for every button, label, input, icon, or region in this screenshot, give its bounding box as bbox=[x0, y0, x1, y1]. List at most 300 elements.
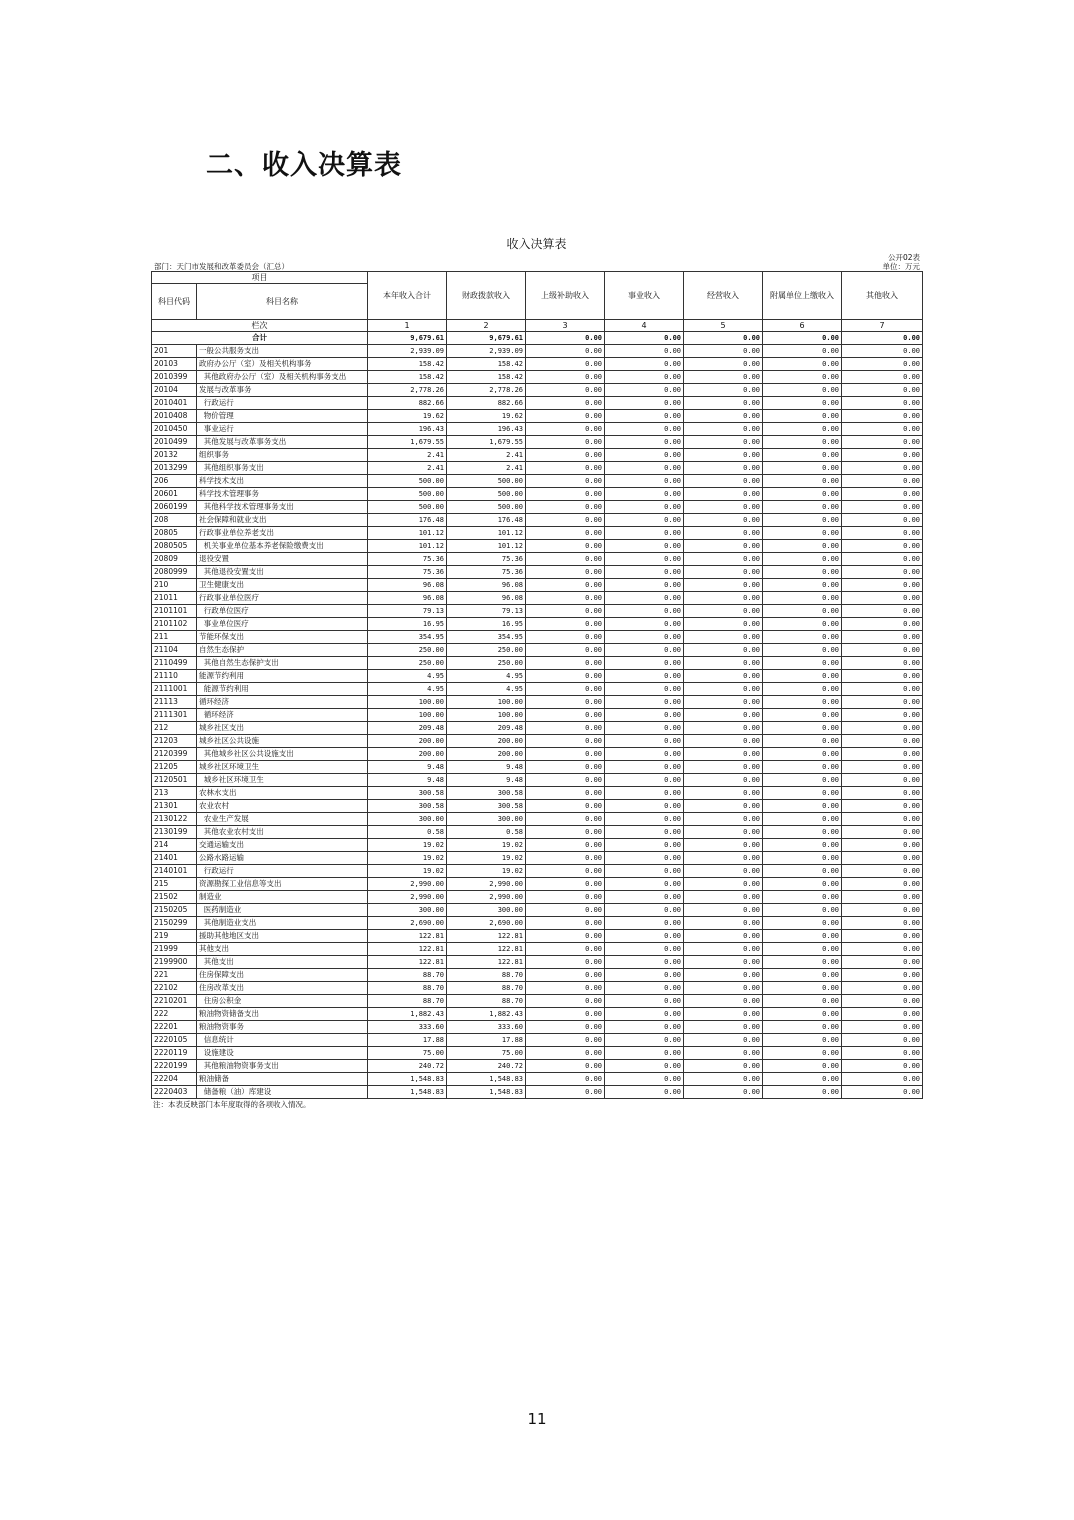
table-row bbox=[152, 462, 923, 475]
table-row bbox=[152, 475, 923, 488]
row-total-income: 333.60 bbox=[368, 1021, 447, 1034]
row-other-income: 0.00 bbox=[842, 1060, 923, 1073]
row-total-income: 9.48 bbox=[368, 774, 447, 787]
row-affiliate-income: 0.00 bbox=[763, 410, 842, 423]
row-superior-subsidy: 0.00 bbox=[526, 566, 605, 579]
sheet-meta bbox=[151, 262, 922, 271]
row-total-income: 19.62 bbox=[368, 410, 447, 423]
row-fiscal-income: 250.00 bbox=[447, 644, 526, 657]
row-name: 事业运行 bbox=[197, 423, 368, 436]
row-fiscal-income: 9.48 bbox=[447, 761, 526, 774]
row-affiliate-income: 0.00 bbox=[763, 748, 842, 761]
table-row bbox=[152, 618, 923, 631]
row-operating-income: 0.00 bbox=[684, 930, 763, 943]
row-name: 机关事业单位基本养老保险缴费支出 bbox=[197, 540, 368, 553]
row-operating-income: 0.00 bbox=[684, 566, 763, 579]
row-code: 2110499 bbox=[152, 657, 197, 670]
row-affiliate-income: 0.00 bbox=[763, 826, 842, 839]
row-fiscal-income: 88.70 bbox=[447, 995, 526, 1008]
row-other-income: 0.00 bbox=[842, 358, 923, 371]
table-row bbox=[152, 644, 923, 657]
row-affiliate-income: 0.00 bbox=[763, 644, 842, 657]
row-business-income: 0.00 bbox=[605, 878, 684, 891]
row-business-income: 0.00 bbox=[605, 475, 684, 488]
row-affiliate-income: 0.00 bbox=[763, 878, 842, 891]
row-code: 2220105 bbox=[152, 1034, 197, 1047]
row-total-income: 2,778.26 bbox=[368, 384, 447, 397]
row-business-income: 0.00 bbox=[605, 488, 684, 501]
table-row bbox=[152, 917, 923, 930]
row-total-income: 122.81 bbox=[368, 930, 447, 943]
table-row bbox=[152, 995, 923, 1008]
row-fiscal-income: 500.00 bbox=[447, 488, 526, 501]
table-row bbox=[152, 371, 923, 384]
row-code: 21301 bbox=[152, 800, 197, 813]
row-other-income: 0.00 bbox=[842, 956, 923, 969]
row-code: 2010401 bbox=[152, 397, 197, 410]
row-affiliate-income: 0.00 bbox=[763, 852, 842, 865]
row-total-income: 500.00 bbox=[368, 488, 447, 501]
row-operating-income: 0.00 bbox=[684, 943, 763, 956]
row-code: 21401 bbox=[152, 852, 197, 865]
row-superior-subsidy: 0.00 bbox=[526, 722, 605, 735]
row-name: 一般公共服务支出 bbox=[197, 345, 368, 358]
row-other-income: 0.00 bbox=[842, 1021, 923, 1034]
table-row bbox=[152, 943, 923, 956]
row-code: 201 bbox=[152, 345, 197, 358]
row-superior-subsidy: 0.00 bbox=[526, 969, 605, 982]
row-other-income: 0.00 bbox=[842, 995, 923, 1008]
row-code: 2140101 bbox=[152, 865, 197, 878]
row-code: 21205 bbox=[152, 761, 197, 774]
row-code: 215 bbox=[152, 878, 197, 891]
table-row bbox=[152, 696, 923, 709]
table-row bbox=[152, 657, 923, 670]
row-affiliate-income: 0.00 bbox=[763, 761, 842, 774]
row-total-income: 19.02 bbox=[368, 865, 447, 878]
row-code: 22201 bbox=[152, 1021, 197, 1034]
row-code: 21104 bbox=[152, 644, 197, 657]
header-item: 项目 bbox=[152, 272, 368, 284]
row-affiliate-income: 0.00 bbox=[763, 904, 842, 917]
row-business-income: 0.00 bbox=[605, 735, 684, 748]
income-statement-sheet bbox=[151, 235, 922, 1111]
row-fiscal-income: 88.70 bbox=[447, 969, 526, 982]
row-name: 住房改革支出 bbox=[197, 982, 368, 995]
row-name: 其他科学技术管理事务支出 bbox=[197, 501, 368, 514]
header-col-5: 经营收入 bbox=[684, 272, 763, 320]
table-row bbox=[152, 449, 923, 462]
row-fiscal-income: 0.58 bbox=[447, 826, 526, 839]
table-row bbox=[152, 683, 923, 696]
row-name: 住房保障支出 bbox=[197, 969, 368, 982]
row-operating-income: 0.00 bbox=[684, 813, 763, 826]
row-code: 22102 bbox=[152, 982, 197, 995]
table-row bbox=[152, 865, 923, 878]
row-other-income: 0.00 bbox=[842, 436, 923, 449]
row-superior-subsidy: 0.00 bbox=[526, 748, 605, 761]
row-code: 20132 bbox=[152, 449, 197, 462]
row-superior-subsidy: 0.00 bbox=[526, 397, 605, 410]
row-total-income: 4.95 bbox=[368, 683, 447, 696]
table-row bbox=[152, 631, 923, 644]
row-code: 21203 bbox=[152, 735, 197, 748]
row-fiscal-income: 500.00 bbox=[447, 475, 526, 488]
row-affiliate-income: 0.00 bbox=[763, 488, 842, 501]
row-affiliate-income: 0.00 bbox=[763, 1086, 842, 1099]
row-code: 2199900 bbox=[152, 956, 197, 969]
row-affiliate-income: 0.00 bbox=[763, 579, 842, 592]
total-value-2: 9,679.61 bbox=[447, 332, 526, 345]
row-code: 219 bbox=[152, 930, 197, 943]
row-other-income: 0.00 bbox=[842, 410, 923, 423]
row-operating-income: 0.00 bbox=[684, 514, 763, 527]
row-total-income: 16.95 bbox=[368, 618, 447, 631]
row-name: 科学技术管理事务 bbox=[197, 488, 368, 501]
row-fiscal-income: 19.02 bbox=[447, 839, 526, 852]
row-superior-subsidy: 0.00 bbox=[526, 1034, 605, 1047]
row-name: 其他支出 bbox=[197, 956, 368, 969]
row-operating-income: 0.00 bbox=[684, 1060, 763, 1073]
row-affiliate-income: 0.00 bbox=[763, 722, 842, 735]
row-superior-subsidy: 0.00 bbox=[526, 982, 605, 995]
row-other-income: 0.00 bbox=[842, 748, 923, 761]
row-name: 城乡社区环境卫生 bbox=[197, 761, 368, 774]
row-business-income: 0.00 bbox=[605, 904, 684, 917]
row-fiscal-income: 122.81 bbox=[447, 956, 526, 969]
row-superior-subsidy: 0.00 bbox=[526, 579, 605, 592]
table-row bbox=[152, 566, 923, 579]
row-affiliate-income: 0.00 bbox=[763, 683, 842, 696]
row-other-income: 0.00 bbox=[842, 774, 923, 787]
table-row bbox=[152, 501, 923, 514]
table-row bbox=[152, 774, 923, 787]
row-other-income: 0.00 bbox=[842, 1034, 923, 1047]
row-code: 2010399 bbox=[152, 371, 197, 384]
row-business-income: 0.00 bbox=[605, 696, 684, 709]
row-business-income: 0.00 bbox=[605, 657, 684, 670]
row-name: 交通运输支出 bbox=[197, 839, 368, 852]
row-other-income: 0.00 bbox=[842, 891, 923, 904]
row-affiliate-income: 0.00 bbox=[763, 865, 842, 878]
row-superior-subsidy: 0.00 bbox=[526, 527, 605, 540]
row-total-income: 158.42 bbox=[368, 358, 447, 371]
row-other-income: 0.00 bbox=[842, 345, 923, 358]
row-operating-income: 0.00 bbox=[684, 904, 763, 917]
table-row bbox=[152, 709, 923, 722]
table-row bbox=[152, 839, 923, 852]
table-row bbox=[152, 904, 923, 917]
table-row bbox=[152, 826, 923, 839]
row-fiscal-income: 100.00 bbox=[447, 709, 526, 722]
row-name: 农业农村 bbox=[197, 800, 368, 813]
row-other-income: 0.00 bbox=[842, 488, 923, 501]
row-name: 节能环保支出 bbox=[197, 631, 368, 644]
row-business-income: 0.00 bbox=[605, 384, 684, 397]
row-business-income: 0.00 bbox=[605, 852, 684, 865]
row-affiliate-income: 0.00 bbox=[763, 1021, 842, 1034]
table-row bbox=[152, 722, 923, 735]
row-code: 21113 bbox=[152, 696, 197, 709]
page-heading: 二、收入决算表 bbox=[206, 150, 402, 181]
row-name: 其他退役安置支出 bbox=[197, 566, 368, 579]
row-operating-income: 0.00 bbox=[684, 1086, 763, 1099]
row-total-income: 1,548.83 bbox=[368, 1073, 447, 1086]
row-superior-subsidy: 0.00 bbox=[526, 657, 605, 670]
row-operating-income: 0.00 bbox=[684, 748, 763, 761]
row-name: 能源节约利用 bbox=[197, 670, 368, 683]
row-affiliate-income: 0.00 bbox=[763, 462, 842, 475]
row-code: 214 bbox=[152, 839, 197, 852]
row-code: 2120501 bbox=[152, 774, 197, 787]
row-total-income: 88.70 bbox=[368, 982, 447, 995]
row-name: 住房公积金 bbox=[197, 995, 368, 1008]
row-operating-income: 0.00 bbox=[684, 644, 763, 657]
row-fiscal-income: 16.95 bbox=[447, 618, 526, 631]
row-business-income: 0.00 bbox=[605, 774, 684, 787]
row-superior-subsidy: 0.00 bbox=[526, 423, 605, 436]
row-code: 20103 bbox=[152, 358, 197, 371]
row-operating-income: 0.00 bbox=[684, 488, 763, 501]
row-superior-subsidy: 0.00 bbox=[526, 761, 605, 774]
row-superior-subsidy: 0.00 bbox=[526, 891, 605, 904]
row-affiliate-income: 0.00 bbox=[763, 917, 842, 930]
table-row bbox=[152, 410, 923, 423]
row-affiliate-income: 0.00 bbox=[763, 774, 842, 787]
row-superior-subsidy: 0.00 bbox=[526, 813, 605, 826]
row-other-income: 0.00 bbox=[842, 644, 923, 657]
total-label: 合计 bbox=[152, 332, 368, 345]
row-code: 21110 bbox=[152, 670, 197, 683]
row-business-income: 0.00 bbox=[605, 1060, 684, 1073]
row-affiliate-income: 0.00 bbox=[763, 527, 842, 540]
row-operating-income: 0.00 bbox=[684, 449, 763, 462]
row-superior-subsidy: 0.00 bbox=[526, 475, 605, 488]
row-code: 212 bbox=[152, 722, 197, 735]
table-row bbox=[152, 1060, 923, 1073]
row-affiliate-income: 0.00 bbox=[763, 345, 842, 358]
row-name: 自然生态保护 bbox=[197, 644, 368, 657]
row-superior-subsidy: 0.00 bbox=[526, 540, 605, 553]
row-superior-subsidy: 0.00 bbox=[526, 1086, 605, 1099]
row-business-income: 0.00 bbox=[605, 995, 684, 1008]
header-col-1: 本年收入合计 bbox=[368, 272, 447, 320]
row-superior-subsidy: 0.00 bbox=[526, 410, 605, 423]
row-superior-subsidy: 0.00 bbox=[526, 644, 605, 657]
row-name: 其他组织事务支出 bbox=[197, 462, 368, 475]
row-name: 医药制造业 bbox=[197, 904, 368, 917]
row-business-income: 0.00 bbox=[605, 956, 684, 969]
table-row bbox=[152, 1008, 923, 1021]
row-affiliate-income: 0.00 bbox=[763, 397, 842, 410]
header-index-2: 2 bbox=[447, 320, 526, 332]
table-body bbox=[152, 272, 923, 1099]
total-value-6: 0.00 bbox=[763, 332, 842, 345]
row-total-income: 122.81 bbox=[368, 956, 447, 969]
row-superior-subsidy: 0.00 bbox=[526, 670, 605, 683]
row-name: 行政运行 bbox=[197, 865, 368, 878]
header-index-6: 6 bbox=[763, 320, 842, 332]
row-superior-subsidy: 0.00 bbox=[526, 592, 605, 605]
row-code: 20104 bbox=[152, 384, 197, 397]
row-other-income: 0.00 bbox=[842, 631, 923, 644]
row-name: 援助其他地区支出 bbox=[197, 930, 368, 943]
row-fiscal-income: 300.00 bbox=[447, 904, 526, 917]
row-code: 2010408 bbox=[152, 410, 197, 423]
row-operating-income: 0.00 bbox=[684, 839, 763, 852]
row-other-income: 0.00 bbox=[842, 826, 923, 839]
row-business-income: 0.00 bbox=[605, 1086, 684, 1099]
row-fiscal-income: 333.60 bbox=[447, 1021, 526, 1034]
row-code: 21999 bbox=[152, 943, 197, 956]
row-fiscal-income: 75.00 bbox=[447, 1047, 526, 1060]
row-name: 退役安置 bbox=[197, 553, 368, 566]
row-fiscal-income: 75.36 bbox=[447, 566, 526, 579]
row-superior-subsidy: 0.00 bbox=[526, 995, 605, 1008]
row-fiscal-income: 300.58 bbox=[447, 787, 526, 800]
row-fiscal-income: 1,548.83 bbox=[447, 1086, 526, 1099]
row-operating-income: 0.00 bbox=[684, 371, 763, 384]
total-value-4: 0.00 bbox=[605, 332, 684, 345]
table-row bbox=[152, 423, 923, 436]
row-business-income: 0.00 bbox=[605, 644, 684, 657]
row-business-income: 0.00 bbox=[605, 371, 684, 384]
table-note: 注：本表反映部门本年度取得的各项收入情况。 bbox=[153, 1100, 311, 1110]
row-code: 2220119 bbox=[152, 1047, 197, 1060]
row-total-income: 101.12 bbox=[368, 527, 447, 540]
row-operating-income: 0.00 bbox=[684, 709, 763, 722]
table-row bbox=[152, 384, 923, 397]
row-total-income: 96.08 bbox=[368, 592, 447, 605]
row-total-income: 300.58 bbox=[368, 800, 447, 813]
row-superior-subsidy: 0.00 bbox=[526, 956, 605, 969]
header-name: 科目名称 bbox=[197, 284, 368, 320]
row-other-income: 0.00 bbox=[842, 878, 923, 891]
table-row bbox=[152, 592, 923, 605]
row-business-income: 0.00 bbox=[605, 605, 684, 618]
row-name: 公路水路运输 bbox=[197, 852, 368, 865]
row-name: 其他农业农村支出 bbox=[197, 826, 368, 839]
row-affiliate-income: 0.00 bbox=[763, 982, 842, 995]
row-name: 信息统计 bbox=[197, 1034, 368, 1047]
row-business-income: 0.00 bbox=[605, 969, 684, 982]
row-code: 2111001 bbox=[152, 683, 197, 696]
row-operating-income: 0.00 bbox=[684, 917, 763, 930]
row-affiliate-income: 0.00 bbox=[763, 475, 842, 488]
row-other-income: 0.00 bbox=[842, 384, 923, 397]
row-superior-subsidy: 0.00 bbox=[526, 618, 605, 631]
row-other-income: 0.00 bbox=[842, 1008, 923, 1021]
row-code: 2111301 bbox=[152, 709, 197, 722]
row-fiscal-income: 2,778.26 bbox=[447, 384, 526, 397]
row-fiscal-income: 100.00 bbox=[447, 696, 526, 709]
row-total-income: 200.00 bbox=[368, 735, 447, 748]
row-code: 2101101 bbox=[152, 605, 197, 618]
row-name: 其他自然生态保护支出 bbox=[197, 657, 368, 670]
row-total-income: 300.00 bbox=[368, 813, 447, 826]
row-business-income: 0.00 bbox=[605, 410, 684, 423]
row-affiliate-income: 0.00 bbox=[763, 670, 842, 683]
row-fiscal-income: 882.66 bbox=[447, 397, 526, 410]
row-business-income: 0.00 bbox=[605, 631, 684, 644]
row-total-income: 88.70 bbox=[368, 969, 447, 982]
row-affiliate-income: 0.00 bbox=[763, 436, 842, 449]
table-row bbox=[152, 1086, 923, 1099]
row-fiscal-income: 122.81 bbox=[447, 930, 526, 943]
row-business-income: 0.00 bbox=[605, 527, 684, 540]
row-affiliate-income: 0.00 bbox=[763, 1034, 842, 1047]
row-total-income: 209.48 bbox=[368, 722, 447, 735]
row-name: 农业生产发展 bbox=[197, 813, 368, 826]
row-affiliate-income: 0.00 bbox=[763, 358, 842, 371]
row-fiscal-income: 200.00 bbox=[447, 735, 526, 748]
row-fiscal-income: 19.62 bbox=[447, 410, 526, 423]
row-business-income: 0.00 bbox=[605, 982, 684, 995]
row-other-income: 0.00 bbox=[842, 618, 923, 631]
table-row bbox=[152, 670, 923, 683]
row-superior-subsidy: 0.00 bbox=[526, 904, 605, 917]
row-operating-income: 0.00 bbox=[684, 462, 763, 475]
row-code: 2220403 bbox=[152, 1086, 197, 1099]
row-affiliate-income: 0.00 bbox=[763, 1008, 842, 1021]
row-name: 粮油储备 bbox=[197, 1073, 368, 1086]
row-name: 制造业 bbox=[197, 891, 368, 904]
row-operating-income: 0.00 bbox=[684, 1021, 763, 1034]
row-fiscal-income: 2.41 bbox=[447, 462, 526, 475]
row-total-income: 75.36 bbox=[368, 553, 447, 566]
row-operating-income: 0.00 bbox=[684, 683, 763, 696]
row-fiscal-income: 17.88 bbox=[447, 1034, 526, 1047]
income-table bbox=[151, 271, 923, 1099]
header-index-7: 7 bbox=[842, 320, 923, 332]
row-other-income: 0.00 bbox=[842, 865, 923, 878]
table-row bbox=[152, 397, 923, 410]
row-name: 事业单位医疗 bbox=[197, 618, 368, 631]
row-business-income: 0.00 bbox=[605, 618, 684, 631]
row-other-income: 0.00 bbox=[842, 670, 923, 683]
row-operating-income: 0.00 bbox=[684, 1034, 763, 1047]
row-business-income: 0.00 bbox=[605, 592, 684, 605]
row-name: 其他发展与改革事务支出 bbox=[197, 436, 368, 449]
row-code: 2130122 bbox=[152, 813, 197, 826]
row-code: 208 bbox=[152, 514, 197, 527]
row-other-income: 0.00 bbox=[842, 527, 923, 540]
row-fiscal-income: 300.00 bbox=[447, 813, 526, 826]
sheet-title: 收入决算表 bbox=[506, 237, 567, 251]
row-total-income: 250.00 bbox=[368, 657, 447, 670]
row-total-income: 101.12 bbox=[368, 540, 447, 553]
row-business-income: 0.00 bbox=[605, 826, 684, 839]
row-fiscal-income: 88.70 bbox=[447, 982, 526, 995]
row-total-income: 2,939.09 bbox=[368, 345, 447, 358]
row-fiscal-income: 1,882.43 bbox=[447, 1008, 526, 1021]
row-superior-subsidy: 0.00 bbox=[526, 553, 605, 566]
row-operating-income: 0.00 bbox=[684, 657, 763, 670]
row-operating-income: 0.00 bbox=[684, 696, 763, 709]
row-total-income: 240.72 bbox=[368, 1060, 447, 1073]
row-operating-income: 0.00 bbox=[684, 735, 763, 748]
row-superior-subsidy: 0.00 bbox=[526, 774, 605, 787]
row-name: 行政事业单位医疗 bbox=[197, 592, 368, 605]
row-business-income: 0.00 bbox=[605, 1008, 684, 1021]
row-other-income: 0.00 bbox=[842, 514, 923, 527]
row-total-income: 1,679.55 bbox=[368, 436, 447, 449]
row-code: 2150299 bbox=[152, 917, 197, 930]
row-total-income: 100.00 bbox=[368, 696, 447, 709]
row-affiliate-income: 0.00 bbox=[763, 891, 842, 904]
row-superior-subsidy: 0.00 bbox=[526, 735, 605, 748]
row-operating-income: 0.00 bbox=[684, 878, 763, 891]
